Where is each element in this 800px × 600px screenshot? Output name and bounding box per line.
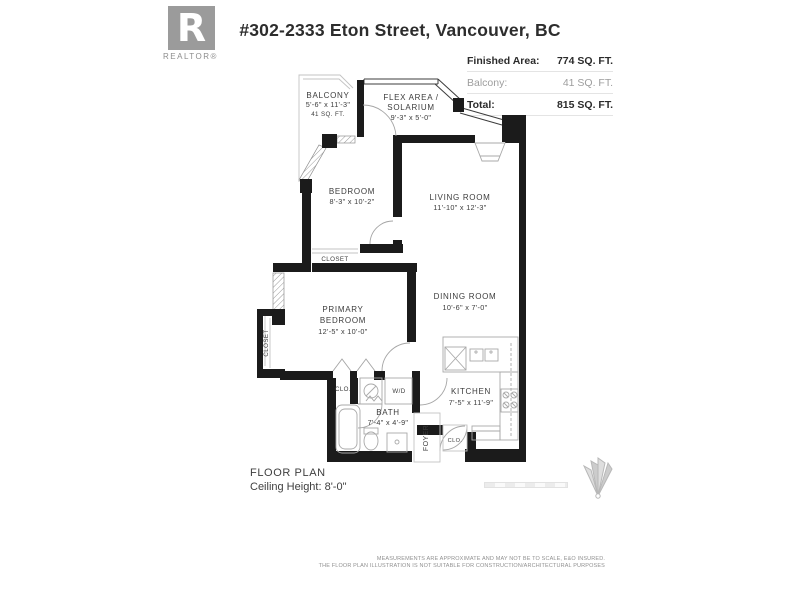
area-label: Finished Area:	[467, 55, 540, 67]
room-bedroom: BEDROOM	[328, 187, 376, 196]
area-label: Total:	[467, 99, 495, 111]
floor-plan-drawing	[240, 60, 570, 475]
svg-text:12'-5" x 10'-0": 12'-5" x 10'-0"	[318, 327, 368, 336]
svg-text:7'-5" x 11'-9": 7'-5" x 11'-9"	[448, 398, 494, 407]
page-title: #302-2333 Eton Street, Vancouver, BC	[239, 20, 561, 40]
svg-text:10'-6" x 7'-0": 10'-6" x 7'-0"	[442, 303, 488, 312]
area-value: 815 SQ. FT.	[556, 99, 613, 111]
svg-text:8'-3" x 10'-2": 8'-3" x 10'-2"	[329, 197, 375, 206]
svg-text:11'-10" x 12'-3": 11'-10" x 12'-3"	[433, 203, 487, 212]
area-value: 774 SQ. FT.	[556, 55, 613, 67]
area-label: Balcony:	[467, 77, 508, 89]
svg-text:SOLARIUM: SOLARIUM	[387, 103, 435, 112]
svg-text:9'-3" x 5'-0": 9'-3" x 5'-0"	[390, 113, 432, 122]
plan-caption	[250, 466, 347, 494]
dishwasher	[472, 426, 500, 440]
room-hall-closet: CLOSET	[321, 256, 349, 263]
scale-bar-icon	[484, 482, 568, 488]
room-hall-clo: CLO.	[334, 386, 352, 393]
room-foyer: FOYER	[423, 424, 430, 452]
ceiling-height: Ceiling Height: 8'-0"	[250, 481, 347, 493]
room-living: LIVING ROOM	[429, 193, 491, 202]
realtor-logo-letter: R	[176, 6, 207, 50]
room-balcony: BALCONY	[306, 91, 350, 100]
svg-text:BEDROOM: BEDROOM	[319, 316, 367, 325]
room-flex: FLEX AREA /	[383, 93, 439, 102]
window-bands	[273, 136, 355, 311]
realtor-logo-label: REALTOR®	[163, 52, 218, 61]
window-lines	[364, 79, 504, 125]
toilet	[364, 432, 378, 450]
room-laundry: W/D	[392, 388, 406, 395]
svg-text:7'-4" x 4'-9": 7'-4" x 4'-9"	[367, 418, 409, 427]
area-value: 41 SQ. FT.	[562, 77, 613, 89]
svg-text:41 SQ. FT.: 41 SQ. FT.	[311, 111, 345, 118]
svg-text:5'-6" x 11'-3": 5'-6" x 11'-3"	[305, 100, 351, 109]
compass-icon	[578, 456, 618, 500]
plan-label: FLOOR PLAN	[250, 467, 326, 479]
room-foyer-clo: CLO.	[447, 438, 463, 444]
room-dining: DINING ROOM	[433, 292, 497, 301]
room-primary: PRIMARY	[322, 305, 364, 314]
room-primary-closet: CLOSET	[263, 329, 270, 357]
disclaimer-text: MEASUREMENTS ARE APPROXIMATE AND MAY NOT BE TO SCALE, E&O INSURED. THE FLOOR PLAN ILLUSTRATION IS NOT SUITABLE FOR CONSTRUCTION/ARCHITECTURAL PURPOSES	[318, 556, 605, 569]
room-kitchen: KITCHEN	[450, 387, 492, 396]
fireplace	[475, 143, 505, 161]
room-bath: BATH	[376, 408, 400, 417]
bath-sink	[387, 433, 407, 452]
